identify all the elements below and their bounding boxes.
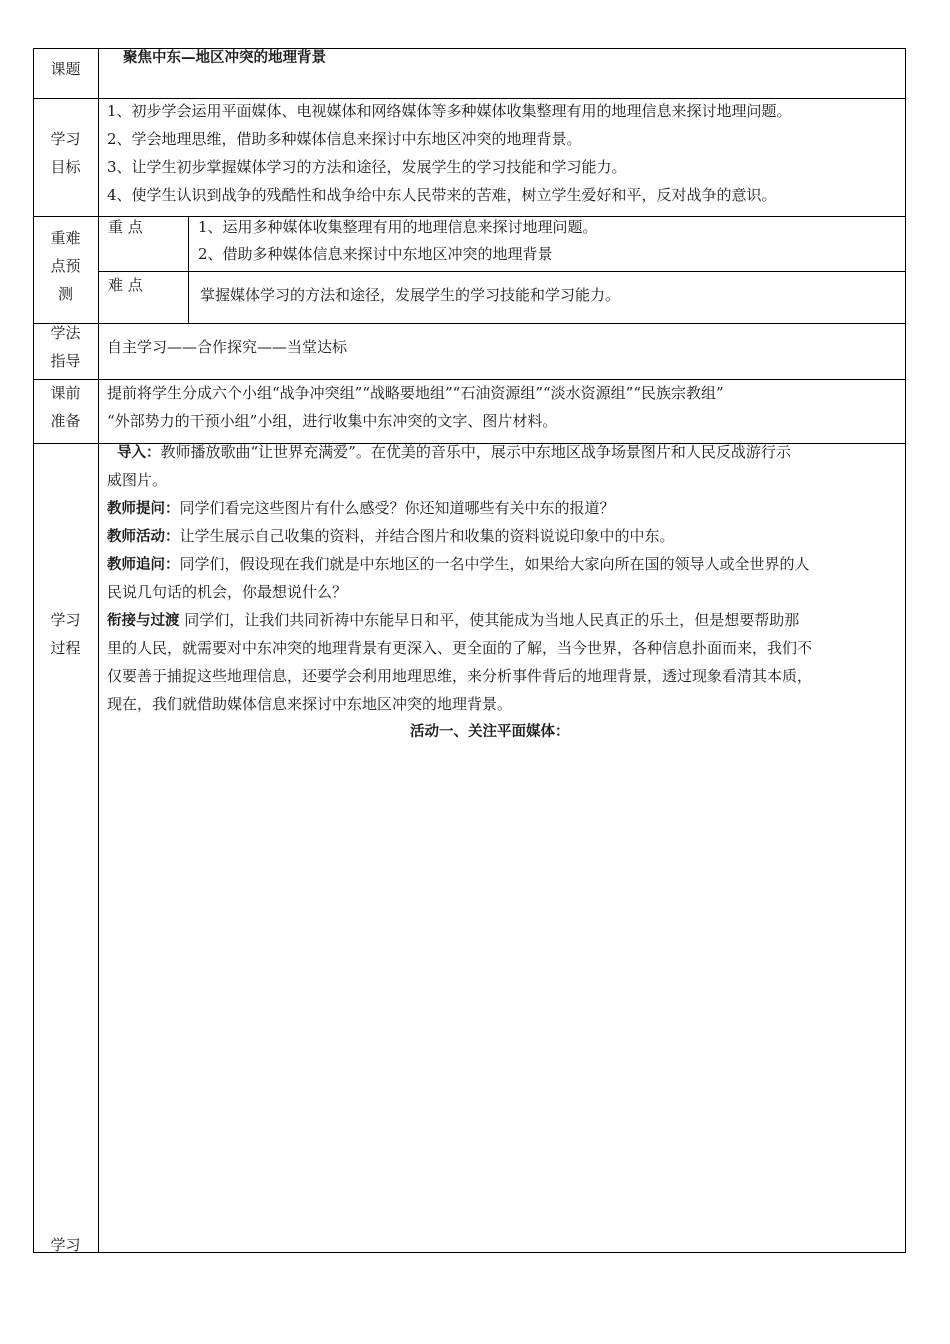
goal-item: 1、初步学会运用平面媒体、电视媒体和网络媒体等多种媒体收集整理有用的地理信息来探讨地理问题。 — [107, 102, 792, 120]
teacher-question-text: 同学们看完这些图片有什么感受？你还知道哪些有关中东的报道？ — [179, 499, 615, 517]
process-bottom-label: 学习 — [50, 1236, 81, 1254]
teacher-followup — [107, 550, 810, 579]
method-label-line1: 学法 — [50, 324, 81, 342]
row-divider-keypoints — [33, 323, 906, 324]
prep-line: 提前将学生分成六个小组“战争冲突组”“战略要地组”“石油资源组”“淡水资源组”“民族宗教组” — [107, 384, 724, 402]
teacher-followup-text: 同学们，假设现在我们就是中东地区的一名中学生，如果给大家向所在国的领导人或全世界的人 — [179, 555, 810, 573]
transition — [107, 606, 799, 635]
intro-text-cont: 威图片。 — [107, 471, 168, 489]
activity-one-title: 活动一、关注平面媒体： — [410, 724, 570, 740]
keypoint-sublabel-divider — [188, 216, 189, 323]
method-value: 自主学习——合作探究——当堂达标 — [107, 338, 348, 356]
prep-line: “外部势力的干预小组”小组，进行收集中东冲突的文字、图片材料。 — [107, 412, 558, 430]
row-divider-focus — [98, 271, 906, 272]
table-border-right — [905, 48, 906, 1253]
teacher-followup-cont: 民说几句话的机会，你最想说什么？ — [107, 583, 348, 601]
difficulty-text: 掌握媒体学习的方法和途径，发展学生的学习技能和学习能力。 — [200, 286, 621, 304]
method-label-line2: 指导 — [50, 352, 81, 370]
transition-heading: 衔接与过渡 — [107, 613, 180, 629]
table-border-bottom — [33, 1252, 906, 1253]
teacher-followup-heading: 教师追问： — [107, 557, 180, 573]
transition-text: 同学们，让我们共同祈祷中东能早日和平，使其能成为当地人民真正的乐土，但是想要帮助那 — [179, 611, 800, 629]
intro-paragraph — [117, 438, 791, 467]
focus-item: 1、运用多种媒体收集整理有用的地理信息来探讨地理问题。 — [198, 218, 598, 236]
transition-cont: 里的人民，就需要对中东冲突的地理背景有更深入、更全面的了解，当今世界，各种信息扑面而来，我们不 — [107, 639, 813, 657]
goal-item: 4、使学生认识到战争的残酷性和战争给中东人民带来的苦难，树立学生爱好和平，反对战争的意识。 — [107, 186, 777, 204]
teacher-question-heading: 教师提问： — [107, 501, 180, 517]
teacher-activity-text: 让学生展示自己收集的资料，并结合图片和收集的资料说说印象中的中东。 — [179, 527, 675, 545]
prep-label-line2: 准备 — [50, 412, 81, 430]
teacher-question — [107, 494, 615, 523]
keypoints-label-line1: 重难 — [50, 229, 81, 247]
keypoints-label-line3: 测 — [57, 285, 73, 303]
process-label-line2: 过程 — [50, 639, 81, 657]
topic-value: 聚焦中东—地区冲突的地理背景 — [123, 50, 326, 66]
transition-cont: 现在，我们就借助媒体信息来探讨中东地区冲突的地理背景。 — [107, 695, 513, 713]
keypoints-label-line2: 点预 — [50, 257, 81, 275]
goal-item: 3、让学生初步掌握媒体学习的方法和途径，发展学生的学习技能和学习能力。 — [107, 158, 627, 176]
transition-cont: 仅要善于捕捉这些地理信息，还要学会利用地理思维，来分析事件背后的地理背景，透过现象看清其本质， — [107, 667, 813, 685]
teacher-activity — [107, 522, 675, 551]
intro-heading: 导入： — [117, 445, 161, 461]
difficulty-label: 难 点 — [108, 276, 143, 294]
prep-label-line1: 课前 — [50, 384, 81, 402]
teacher-activity-heading: 教师活动： — [107, 529, 180, 545]
goal-item: 2、学会地理思维，借助多种媒体信息来探讨中东地区冲突的地理背景。 — [107, 130, 582, 148]
focus-label: 重 点 — [108, 218, 143, 236]
topic-label: 课题 — [50, 60, 81, 78]
goals-label-line2: 目标 — [50, 158, 81, 176]
goals-label-line1: 学习 — [50, 130, 81, 148]
label-column-divider — [98, 48, 99, 1253]
process-label-line1: 学习 — [50, 611, 81, 629]
intro-text: 教师播放歌曲“让世界充满爱”。在优美的音乐中，展示中东地区战争场景图片和人民反战游行示 — [160, 443, 791, 461]
focus-item: 2、借助多种媒体信息来探讨中东地区冲突的地理背景 — [198, 245, 553, 263]
